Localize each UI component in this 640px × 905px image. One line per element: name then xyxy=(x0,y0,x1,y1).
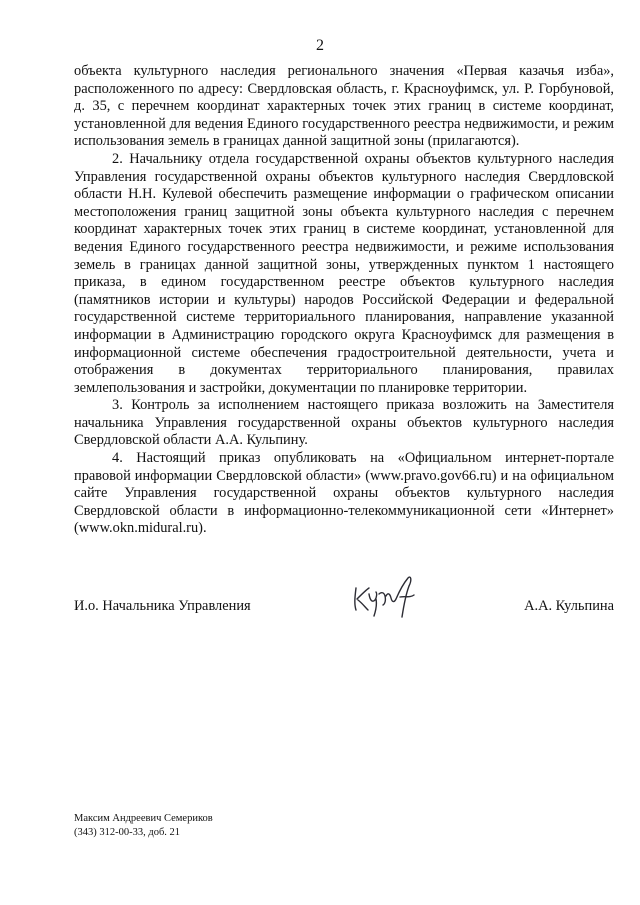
paragraph-item-3: 3. Контроль за исполнением настоящего приказа возложить на Заместителя начальника Управления государственной охраны объектов культурного наследия Свердловской области А.А. Кульпину. xyxy=(74,397,614,449)
handwritten-signature xyxy=(350,572,430,622)
paragraph-continuation: объекта культурного наследия регионального значения «Первая казачья изба», расположенного по адресу: Свердловская область, г. Красноуфимск, ул. Р. Горбуновой, д. 35, с перечнем координат характерных точек этих границ в системе координат, установленной для ведения Единого государственного реестра недвижимости, и режим использования земель в границах данной защитной зоны (прилагаются). xyxy=(74,63,614,150)
executor-phone: (343) 312-00-33, доб. 21 xyxy=(74,826,181,838)
paragraph-item-2: 2. Начальнику отдела государственной охраны объектов культурного наследия Управления государственной охраны объектов культурного наследия Свердловской области Н.Н. Кулевой обеспечить размещение информации о графическом описании местоположения границ защитной зоны объекта культурного наследия с перечнем координат характерных точек этих границ в системе координат, установленной для ведения Единого государственного реестра недвижимости, и режиме использования земель в границах данной защитной зоны, утвержденных пунктом 1 настоящего приказа, в едином государственном реестре объектов культурного наследия (памятников истории и культуры) народов Российской Федерации и федеральной государственной системе территориального планирования, направление указанной информации в Администрацию городского округа Красноуфимск для размещения в информационной системе обеспечения градостроительной деятельности, учета и отображения в документах территориального планирования, правилах землепользования и застройки, документации по планировке территории. xyxy=(74,150,614,396)
executor-name: Максим Андреевич Семериков xyxy=(74,813,213,824)
signature-block xyxy=(74,598,614,618)
signatory-name: А.А. Кульпина xyxy=(524,598,614,614)
executor-info xyxy=(74,812,213,839)
document-body xyxy=(74,63,614,538)
paragraph-item-4: 4. Настоящий приказ опубликовать на «Официальном интернет-портале правовой информации Свердловской области» (www.pravo.gov66.ru) и на официальном сайте Управления государственной охраны объектов культурного наследия Свердловской области в информационно-телекоммуникационной сети «Интернет» (www.okn.midural.ru). xyxy=(74,450,614,537)
signatory-position: И.о. Начальника Управления xyxy=(74,598,251,614)
page-number: 2 xyxy=(316,37,324,54)
